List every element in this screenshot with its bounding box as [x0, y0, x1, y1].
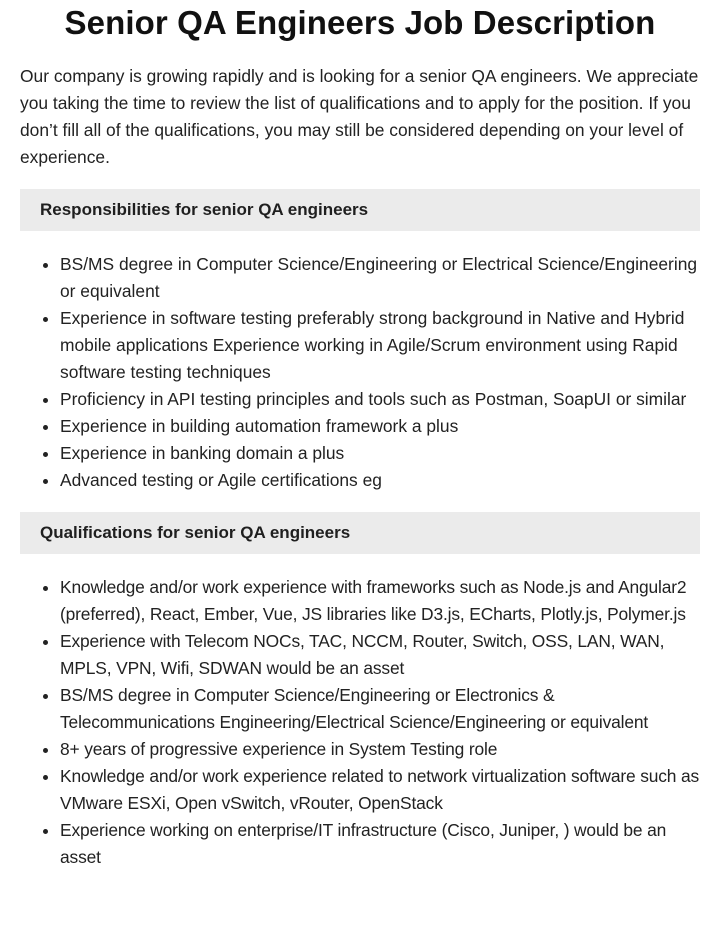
list-item: • BS/MS degree in Computer Science/Engineering or Electronics & Telecommunications Engineering/Electrical Science/Engineering or equivalent [60, 682, 700, 736]
list-item: • Experience in building automation framework a plus [60, 413, 700, 440]
list-item: • Experience in software testing preferably strong background in Native and Hybrid mobile applications Experience working in Agile/Scrum environment using Rapid software testing techniques [60, 305, 700, 386]
list-item: • 8+ years of progressive experience in System Testing role [60, 736, 700, 763]
list-item: • Proficiency in API testing principles and tools such as Postman, SoapUI or similar [60, 386, 700, 413]
list-item: • Experience working on enterprise/IT infrastructure (Cisco, Juniper, ) would be an asset [60, 817, 700, 871]
page-title: Senior QA Engineers Job Description [64, 4, 656, 41]
list-item: • Experience with Telecom NOCs, TAC, NCCM, Router, Switch, OSS, LAN, WAN, MPLS, VPN, Wifi, SDWAN would be an asset [60, 628, 700, 682]
list-item: • Experience in banking domain a plus [60, 440, 700, 467]
list-item: • Knowledge and/or work experience with frameworks such as Node.js and Angular2 (preferred), React, Ember, Vue, JS libraries like D3.js, ECharts, Plotly.js, Polymer.js [60, 574, 700, 628]
intro-paragraph: Our company is growing rapidly and is looking for a senior QA engineers. We appreciate you taking the time to review the list of qualifications and to apply for the position. If you don’t fill all of the qualifications, you may still be considered depending on your level of experience. [20, 66, 699, 167]
responsibilities-heading: Responsibilities for senior QA engineers [20, 189, 700, 231]
responsibilities-list [20, 251, 700, 494]
list-item: • Knowledge and/or work experience related to network virtualization software such as VMware ESXi, Open vSwitch, vRouter, OpenStack [60, 763, 700, 817]
list-item: • Advanced testing or Agile certifications eg [60, 467, 700, 494]
qualifications-heading: Qualifications for senior QA engineers [20, 512, 700, 554]
qualifications-list [20, 574, 700, 871]
list-item: • BS/MS degree in Computer Science/Engineering or Electrical Science/Engineering or equivalent [60, 251, 700, 305]
